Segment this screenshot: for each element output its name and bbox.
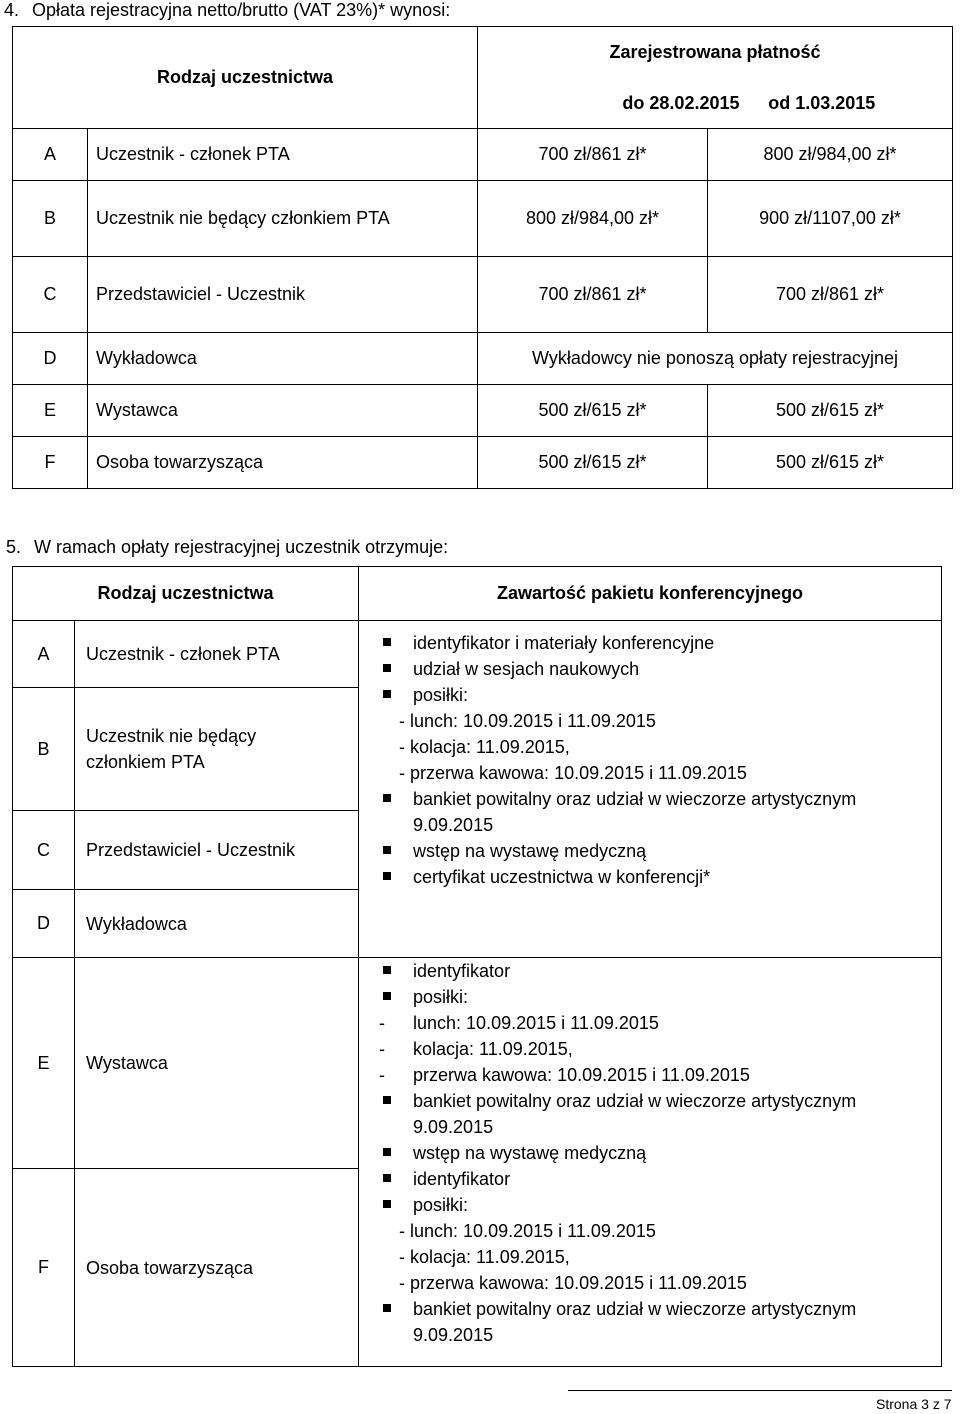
package-item: - kolacja: 11.09.2015, xyxy=(399,1247,570,1267)
fees-code: D xyxy=(13,333,88,385)
package-name: Osoba towarzysząca xyxy=(75,1169,359,1367)
package-item: identyfikator xyxy=(379,958,941,984)
package-code: F xyxy=(13,1169,75,1367)
package-name: Wystawca xyxy=(75,958,359,1169)
fees-header-type: Rodzaj uczestnictwa xyxy=(13,27,478,129)
package-header-type: Rodzaj uczestnictwa xyxy=(13,567,359,621)
section-5-heading xyxy=(6,537,448,558)
package-item: posiłki: xyxy=(379,682,941,708)
fees-price-1: 800 zł/984,00 zł* xyxy=(478,181,708,257)
section-5-number: 5. xyxy=(6,537,22,557)
package-content-abcd xyxy=(359,621,942,958)
fees-price-2: 900 zł/1107,00 zł* xyxy=(708,181,953,257)
package-item-text: kolacja: 11.09.2015, xyxy=(413,1039,573,1059)
package-item: 9.09.2015 xyxy=(413,815,494,835)
fees-price-1: 700 zł/861 zł* xyxy=(478,129,708,181)
package-item: bankiet powitalny oraz udział w wieczorze artystycznym xyxy=(379,1088,941,1114)
package-name: Wykładowca xyxy=(75,890,359,958)
fees-name: Uczestnik nie będący członkiem PTA xyxy=(88,181,478,257)
package-code: C xyxy=(13,811,75,890)
package-dash: - xyxy=(379,1013,386,1033)
package-content-e xyxy=(379,958,941,1166)
package-name: Uczestnik - członek PTA xyxy=(75,621,359,688)
fees-price-2: 700 zł/861 zł* xyxy=(708,257,953,333)
fees-price-1: 500 zł/615 zł* xyxy=(478,385,708,437)
package-item: wstęp na wystawę medyczną xyxy=(379,838,941,864)
package-name: Przedstawiciel - Uczestnik xyxy=(75,811,359,890)
package-item: posiłki: xyxy=(379,984,941,1010)
package-item: identyfikator i materiały konferencyjne xyxy=(379,630,941,656)
page-number: Strona 3 z 7 xyxy=(876,1396,952,1412)
section-4-title: Opłata rejestracyjna netto/brutto (VAT 23%)* wynosi: xyxy=(32,0,451,20)
package-item: bankiet powitalny oraz udział w wieczorze artystycznym xyxy=(379,1296,941,1322)
fees-row xyxy=(13,181,953,257)
package-content-f xyxy=(379,1166,941,1348)
fees-row xyxy=(13,437,953,489)
package-code: D xyxy=(13,890,75,958)
package-item-text: przerwa kawowa: 10.09.2015 i 11.09.2015 xyxy=(413,1065,750,1085)
fees-row xyxy=(13,333,953,385)
package-table xyxy=(12,566,942,1367)
fees-row xyxy=(13,257,953,333)
fees-code: F xyxy=(13,437,88,489)
package-code: E xyxy=(13,958,75,1169)
fees-price-1: 500 zł/615 zł* xyxy=(478,437,708,489)
fees-name: Wykładowca xyxy=(88,333,478,385)
section-4-heading xyxy=(4,0,450,21)
fees-header-date1: do 28.02.2015 xyxy=(622,92,740,113)
package-item: - lunch: 10.09.2015 i 11.09.2015 xyxy=(399,711,656,731)
package-item xyxy=(379,1036,941,1062)
fees-name: Wystawca xyxy=(88,385,478,437)
package-code: A xyxy=(13,621,75,688)
fees-header-date2: od 1.03.2015 xyxy=(768,92,876,113)
package-dash: - xyxy=(379,1065,386,1085)
package-item xyxy=(379,1010,941,1036)
package-row xyxy=(13,621,942,688)
fees-code: C xyxy=(13,257,88,333)
package-item: certyfikat uczestnictwa w konferencji* xyxy=(379,864,941,890)
package-name: Uczestnik nie będący członkiem PTA xyxy=(75,688,359,811)
package-row xyxy=(13,958,942,1169)
package-content-ef xyxy=(359,958,942,1367)
fees-price-1: 700 zł/861 zł* xyxy=(478,257,708,333)
fees-note: Wykładowcy nie ponoszą opłaty rejestracyjnej xyxy=(478,333,953,385)
fees-name: Osoba towarzysząca xyxy=(88,437,478,489)
fees-table xyxy=(12,26,953,489)
fees-name: Uczestnik - członek PTA xyxy=(88,129,478,181)
package-item: bankiet powitalny oraz udział w wieczorze artystycznym xyxy=(379,786,941,812)
section-4-number: 4. xyxy=(4,0,20,20)
package-dash: - xyxy=(379,1039,386,1059)
package-item: identyfikator xyxy=(379,1166,941,1192)
package-item: posiłki: xyxy=(379,1192,941,1218)
package-item: - przerwa kawowa: 10.09.2015 i 11.09.2015 xyxy=(399,763,747,783)
fees-code: A xyxy=(13,129,88,181)
package-item: 9.09.2015 xyxy=(413,1117,494,1137)
footer-divider xyxy=(568,1390,952,1391)
package-item: - lunch: 10.09.2015 i 11.09.2015 xyxy=(399,1221,656,1241)
package-item-text: lunch: 10.09.2015 i 11.09.2015 xyxy=(413,1013,659,1033)
package-item: udział w sesjach naukowych xyxy=(379,656,941,682)
package-item: - kolacja: 11.09.2015, xyxy=(399,737,570,757)
package-header-content: Zawartość pakietu konferencyjnego xyxy=(359,567,942,621)
fees-code: E xyxy=(13,385,88,437)
section-5-title: W ramach opłaty rejestracyjnej uczestnik otrzymuje: xyxy=(34,537,449,557)
package-item xyxy=(379,1062,941,1088)
fees-row xyxy=(13,385,953,437)
fees-price-2: 500 zł/615 zł* xyxy=(708,385,953,437)
fees-price-2: 500 zł/615 zł* xyxy=(708,437,953,489)
package-code: B xyxy=(13,688,75,811)
fees-code: B xyxy=(13,181,88,257)
fees-name: Przedstawiciel - Uczestnik xyxy=(88,257,478,333)
package-item: wstęp na wystawę medyczną xyxy=(379,1140,941,1166)
package-item: - przerwa kawowa: 10.09.2015 i 11.09.2015 xyxy=(399,1273,747,1293)
fees-header-registered: Zarejestrowana płatność xyxy=(478,27,953,79)
package-item: 9.09.2015 xyxy=(413,1325,494,1345)
fees-row xyxy=(13,129,953,181)
fees-price-2: 800 zł/984,00 zł* xyxy=(708,129,953,181)
